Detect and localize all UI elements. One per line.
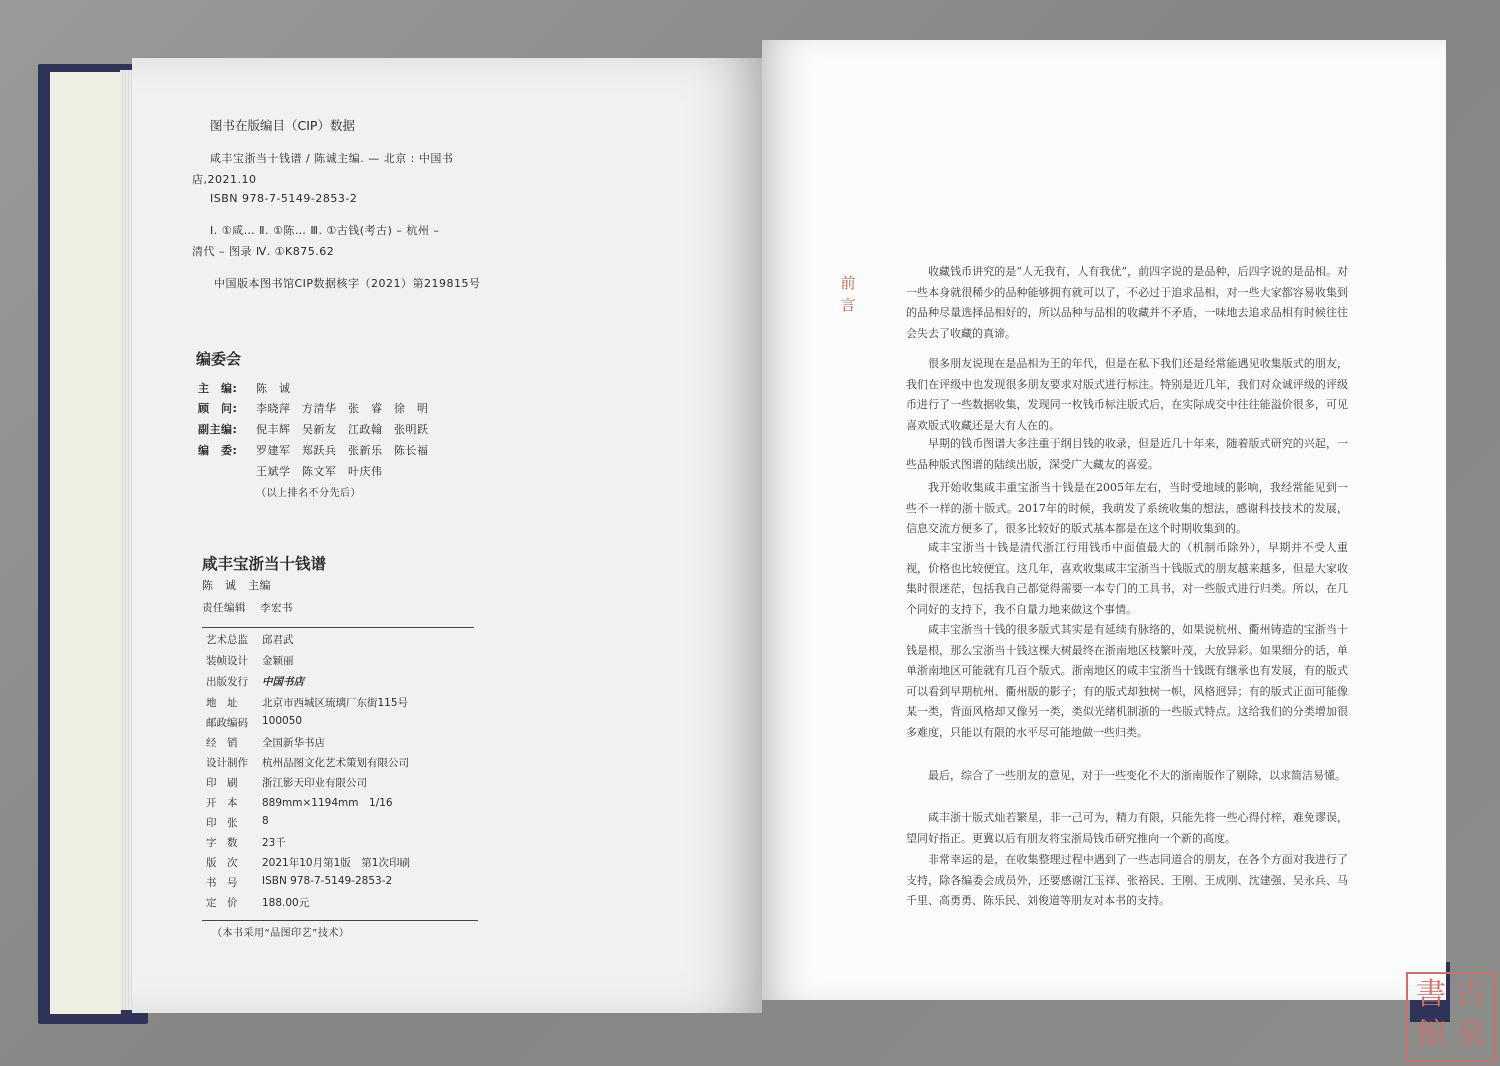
imprint-label: 书 号 bbox=[206, 877, 238, 889]
imprint-label: 地 址 bbox=[206, 697, 238, 709]
imprint-label: 字 数 bbox=[206, 837, 238, 849]
seal-char: 書 bbox=[1416, 977, 1446, 1012]
seal-char: 館 bbox=[1416, 1017, 1446, 1052]
cip-line: 咸丰宝浙当十钱谱 / 陈诚主编. — 北京 : 中国书 bbox=[210, 152, 454, 165]
imprint-value: 188.00元 bbox=[262, 897, 310, 909]
imprint-label: 印 张 bbox=[206, 817, 238, 829]
imprint-label: 经 销 bbox=[206, 737, 238, 749]
committee-note: （以上排名不分先后） bbox=[256, 488, 361, 499]
seal-stamp bbox=[1406, 972, 1496, 1062]
imprint-value: 2021年10月第1版 第1次印刷 bbox=[262, 857, 410, 869]
paragraph: 收藏钱币讲究的是“人无我有，人有我优”，前四字说的是品种，后四字说的是品相。对一些本身就很稀少的品种能够拥有就可以了，不必过于追求品相，对一些大家都容易收集到的品种尽量选择品相好的，所以品种与品相的收藏并不矛盾，一味地去追求品相有时候往往会失去了收藏的真谛。 bbox=[906, 265, 1348, 340]
paragraph: 咸丰浙十版式灿若繁星，非一己可为，精力有限，只能先将一些心得付梓，难免谬误，望同好指正。更冀以后有朋友将宝浙局钱币研究推向一个新的高度。 bbox=[906, 811, 1348, 845]
imprint-label: 邮政编码 bbox=[206, 717, 248, 729]
left-page bbox=[132, 58, 762, 1013]
preface-heading: 前言 bbox=[840, 274, 856, 314]
committee-title: 编委会 bbox=[196, 350, 242, 368]
imprint-value: 23千 bbox=[262, 837, 286, 849]
paragraph: 很多朋友说现在是品相为王的年代，但是在私下我们还是经常能遇见收集版式的朋友，我们在评级中也发现很多朋友要求对版式进行标注。特别是近几年，我们对众诚评级的评级币进行了一些数据收集，发现同一枚钱币标注版式后，在实际成交中往往能溢价很多，可见喜欢版式收藏还是大有人在的。 bbox=[906, 357, 1348, 432]
imprint-value: ISBN 978-7-5149-2853-2 bbox=[262, 875, 393, 887]
imprint-label: 印 刷 bbox=[206, 777, 238, 789]
committee-role: 副主编: bbox=[198, 423, 238, 436]
cip-class: 清代 – 图录 Ⅳ. ①K875.62 bbox=[192, 245, 335, 258]
endpaper bbox=[50, 72, 121, 1014]
committee-role: 编 委: bbox=[198, 444, 238, 457]
cip-line: 店,2021.10 bbox=[192, 173, 257, 186]
committee-names: 李晓萍 方清华 张 睿 徐 明 bbox=[256, 402, 429, 415]
committee-names: 倪丰辉 吴新友 江政翰 张明跃 bbox=[256, 423, 429, 436]
divider bbox=[202, 627, 474, 628]
imprint-value: 889mm×1194mm 1/16 bbox=[262, 797, 393, 809]
committee-names: 罗建军 郑跃兵 张新乐 陈长福 bbox=[256, 444, 429, 457]
cip-verify: 中国版本图书馆CIP数据核字（2021）第219815号 bbox=[214, 277, 481, 290]
paragraph: 咸丰宝浙当十钱的很多版式其实是有延续有脉络的，如果说杭州、衢州铸造的宝浙当十钱是根，那么宝浙当十钱这棵大树最终在浙南地区枝繁叶茂，大放异彩。如果细分的话，单单浙南地区可能就有几百个版式。浙南地区的咸丰宝浙当十钱既有继承也有发展，有的版式可以看到早期杭州、衢州版的影子；有的版式却独树一帜，风格迥异；有的版式正面可能像某一类，背面风格却又像另一类，类似光绪机制浙的一些版式特点。这给我们的分类增加很多难度，只能以有限的水平尽可能地做一些归类。 bbox=[906, 623, 1348, 739]
committee-names: 王斌学 陈文军 叶庆伟 bbox=[256, 465, 383, 478]
imprint-value: 北京市西城区琉璃厂东街115号 bbox=[262, 697, 409, 709]
committee-names: 陈 诚 bbox=[256, 382, 291, 395]
paragraph: 非常幸运的是，在收集整理过程中遇到了一些志同道合的朋友，在各个方面对我进行了支持，除各编委会成员外，还要感谢江玉祥、张裕民、王刚、王成刚、沈建强、吴永兵、马千里、高勇勇、陈乐民、刘俊道等朋友对本书的支持。 bbox=[906, 853, 1348, 907]
imprint-label: 版 次 bbox=[206, 857, 238, 869]
imprint-label: 开 本 bbox=[206, 797, 238, 809]
imprint-value: 浙江影天印业有限公司 bbox=[262, 777, 367, 789]
imprint-label: 设计制作 bbox=[206, 757, 248, 769]
book-title: 咸丰宝浙当十钱谱 bbox=[202, 555, 327, 573]
cip-isbn: ISBN 978-7-5149-2853-2 bbox=[210, 192, 358, 205]
imprint-value: 邱君武 bbox=[262, 634, 294, 646]
imprint-label: 艺术总监 bbox=[206, 634, 248, 646]
cip-title: 图书在版编目（CIP）数据 bbox=[210, 118, 355, 133]
paragraph: 我开始收集咸丰重宝浙当十钱是在2005年左右，当时受地域的影响，我经常能见到一些不一样的浙十版式。2017年的时候，我萌发了系统收集的想法，感谢科技技术的发展，信息交流方便多了，很多比较好的版式基本都是在这个时期收集到的。 bbox=[906, 481, 1348, 535]
seal-char: 泉 bbox=[1456, 1017, 1486, 1052]
seal-char: 古 bbox=[1456, 977, 1486, 1012]
imprint-value: 全国新华书店 bbox=[262, 737, 325, 749]
imprint-value: 中国书店 bbox=[262, 676, 304, 688]
imprint-label: 出版发行 bbox=[206, 676, 248, 688]
paragraph: 最后，综合了一些朋友的意见，对于一些变化不大的浙南版作了剔除，以求简洁易懂。 bbox=[928, 769, 1346, 782]
committee-role: 顾 问: bbox=[198, 402, 238, 415]
responsible-editor: 李宏书 bbox=[260, 602, 293, 614]
responsible-editor-label: 责任编辑 bbox=[202, 602, 246, 614]
imprint-value: 8 bbox=[262, 815, 269, 827]
cip-class: Ⅰ. ①咸… Ⅱ. ①陈… Ⅲ. ①古钱(考古) – 杭州 – bbox=[210, 224, 440, 237]
imprint-label: 定 价 bbox=[206, 897, 238, 909]
imprint-value: 金颖丽 bbox=[262, 655, 294, 667]
editor-line: 陈 诚 主编 bbox=[202, 579, 271, 592]
imprint-label: 装帧设计 bbox=[206, 655, 248, 667]
paragraph: 早期的钱币图谱大多注重于纲目钱的收录，但是近几十年来，随着版式研究的兴起，一些品种版式图谱的陆续出版，深受广大藏友的喜爱。 bbox=[906, 437, 1348, 471]
divider bbox=[202, 920, 478, 921]
footnote: （本书采用“品图印艺”技术） bbox=[212, 928, 350, 939]
imprint-value: 100050 bbox=[262, 715, 303, 727]
committee-role: 主 编: bbox=[198, 382, 238, 395]
imprint-value: 杭州品图文化艺术策划有限公司 bbox=[262, 757, 409, 769]
paragraph: 咸丰宝浙当十钱是清代浙江行用钱币中面值最大的（机制币除外），早期并不受人重视，价格也比较便宜。这几年，喜欢收集咸丰宝浙当十钱版式的朋友越来越多，但是大家收集时很迷茫，包括我自己都觉得需要一本专门的工具书，对一些版式进行归类。所以，在几个同好的支持下，我不自量力地来做这个事情。 bbox=[906, 541, 1348, 616]
